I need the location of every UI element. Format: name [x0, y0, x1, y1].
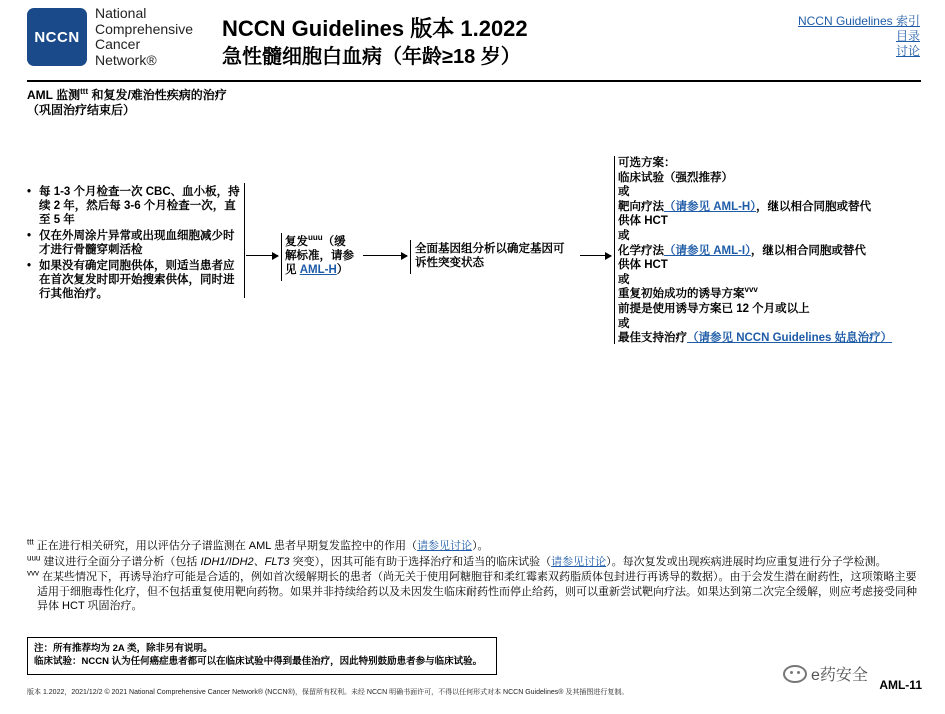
- fn-sup: uuu: [27, 552, 41, 562]
- targeted-label: 靶向疗法: [618, 200, 664, 213]
- genomic-analysis-box: 全面基因组分析以确定基因可诉性突变状态: [410, 240, 578, 274]
- guideline-version-title: NCCN Guidelines 版本 1.2022: [222, 16, 528, 41]
- options-heading: 可选方案：: [618, 157, 676, 169]
- option-or: 或: [618, 229, 630, 242]
- relapse-sup: uuu: [308, 233, 323, 243]
- section-subtitle: （巩固治疗结束后）: [27, 103, 136, 117]
- logo-text: NCCN: [34, 28, 80, 46]
- header-divider: [27, 80, 921, 82]
- section-title-b: 和复发/难治性疾病的治疗: [88, 88, 227, 102]
- relapse-box: [281, 233, 360, 281]
- chemo-label: 化学疗法: [618, 244, 664, 257]
- monitoring-box: [27, 183, 245, 298]
- relapse-label: 复发: [285, 236, 308, 248]
- flow-arrow: [363, 255, 407, 256]
- aml-h-ref-link[interactable]: （请参见 AML-H）: [664, 200, 756, 213]
- palliative-care-link[interactable]: （请参见 NCCN Guidelines 姑息治疗）: [687, 332, 893, 345]
- aml-h-link[interactable]: AML-H: [299, 264, 337, 276]
- option-targeted: [618, 200, 924, 215]
- chemo-hct: 供体 HCT: [618, 259, 668, 272]
- monitor-item: • 如果没有确定同胞供体，则适当患者应在首次复发时即开始搜索供体，同时进行其他治疗。: [27, 259, 240, 301]
- section-title-a: AML 监测: [27, 88, 81, 102]
- page-id: AML-11: [879, 678, 922, 692]
- flow-arrow: [580, 255, 611, 256]
- option-or: 或: [618, 273, 630, 286]
- fn-text: ）。: [472, 540, 489, 552]
- org-line: Comprehensive: [95, 20, 194, 37]
- discussion-ref-link[interactable]: 请参见讨论: [417, 540, 473, 552]
- nccn-logo: [27, 8, 87, 66]
- toc-link[interactable]: 目录: [895, 29, 920, 43]
- repeat-label: 重复初始成功的诱导方案: [618, 288, 745, 301]
- option-clinical-trial: 临床试验（强烈推荐）: [618, 171, 733, 184]
- fn-gene-names: IDH1/IDH2、FLT3: [200, 555, 290, 568]
- copyright-text: 版本 1.2022，2021/12/2 © 2021 National Comprehensive Cancer Network® (NCCN®)，保留所有权利。未经 NCCN 明确书面许可，不得以任何形式对本 NCCN Guidelines® 及其插图进行复制。: [27, 689, 629, 696]
- wechat-icon: [783, 665, 807, 683]
- org-line: Network®: [95, 51, 157, 68]
- relapse-end: ）: [336, 264, 349, 276]
- footnote-ttt: [27, 539, 922, 554]
- chemo-tail: ，继以相合同胞或替代: [750, 244, 866, 257]
- org-line: Cancer: [95, 36, 141, 52]
- option-or: 或: [618, 317, 630, 330]
- note-line: 注：所有推荐均为 2A 类，除非另有说明。: [34, 643, 213, 654]
- targeted-tail: ，继以相合同胞或替代: [756, 200, 871, 213]
- watermark: [783, 662, 868, 685]
- org-line: National: [95, 5, 147, 21]
- fn-text: 正在进行相关研究，用以评估分子谱监测在 AML 患者早期复发监控中的作用（: [33, 540, 418, 552]
- monitor-item: • 仅在外周涂片异常或出现血细胞减少时才进行骨髓穿刺活检: [27, 229, 240, 257]
- repeat-sup: vvv: [744, 285, 758, 295]
- note-box: [27, 637, 497, 675]
- targeted-hct: 供体 HCT: [618, 215, 668, 228]
- section-title-sup: ttt: [80, 87, 89, 96]
- option-repeat-induction: [618, 287, 924, 302]
- fn-sup: ttt: [27, 537, 34, 547]
- discussion-link[interactable]: 讨论: [895, 44, 920, 58]
- note-line: 临床试验：NCCN 认为任何癌症患者都可以在临床试验中得到最佳治疗，因此特别鼓励患者参与临床试验。: [34, 656, 483, 667]
- section-title: [27, 88, 227, 118]
- aml-i-ref-link[interactable]: （请参见 AML-I）: [664, 244, 751, 257]
- flow-arrow: [246, 255, 278, 256]
- fn-sup: vvv: [27, 568, 39, 578]
- relapse-tail: （缓解标准，请参见: [285, 236, 354, 276]
- fn-text: 建议进行全面分子谱分析（包括: [40, 555, 201, 568]
- option-chemo: [618, 244, 924, 259]
- guidelines-index-link[interactable]: NCCN Guidelines 索引: [797, 14, 920, 28]
- discussion-ref-link[interactable]: 请参见讨论: [551, 555, 607, 568]
- option-or: 或: [618, 186, 630, 199]
- fn-text: ）。每次复发或出现疾病进展时均应重复进行分子学检测。: [606, 555, 887, 568]
- fn-text: 突变），因其可能有助于选择治疗和适当的临床试验（: [289, 555, 552, 568]
- option-supportive-care: [618, 331, 924, 346]
- monitor-item: • 每 1-3 个月检查一次 CBC、血小板，持续 2 年，然后每 3-6 个月检查一次，直至 5 年: [27, 185, 240, 227]
- org-name: [95, 6, 193, 68]
- support-label: 最佳支持治疗: [618, 332, 687, 345]
- guideline-disease-title: 急性髓细胞白血病（年龄≥18 岁）: [222, 46, 521, 68]
- top-nav-links: [798, 14, 920, 59]
- footnote-uuu: [27, 552, 922, 570]
- treatment-options-box: [614, 156, 924, 344]
- footnote-vvv: [27, 570, 922, 614]
- repeat-condition: 前提是使用诱导方案已 12 个月或以上: [618, 302, 810, 315]
- watermark-text: e药安全: [811, 667, 868, 684]
- fn-text: 在某些情况下，再诱导治疗可能是合适的，例如首次缓解期长的患者（尚无关于使用阿糖胞苷和柔红霉素双药脂质体包封进行再诱导的数据）。由于会发生潜在耐药性，这项策略主要适用于细胞毒性化疗，但不包括重复使用靶向药物。如果并非持续给药以及未因发生临床耐药性而停止给药，则可以重新尝试靶向疗法。如果达到第二次完全缓解，则应考虑接受同种异体 HCT 巩固治疗。: [37, 571, 917, 612]
- footnotes: [27, 539, 922, 615]
